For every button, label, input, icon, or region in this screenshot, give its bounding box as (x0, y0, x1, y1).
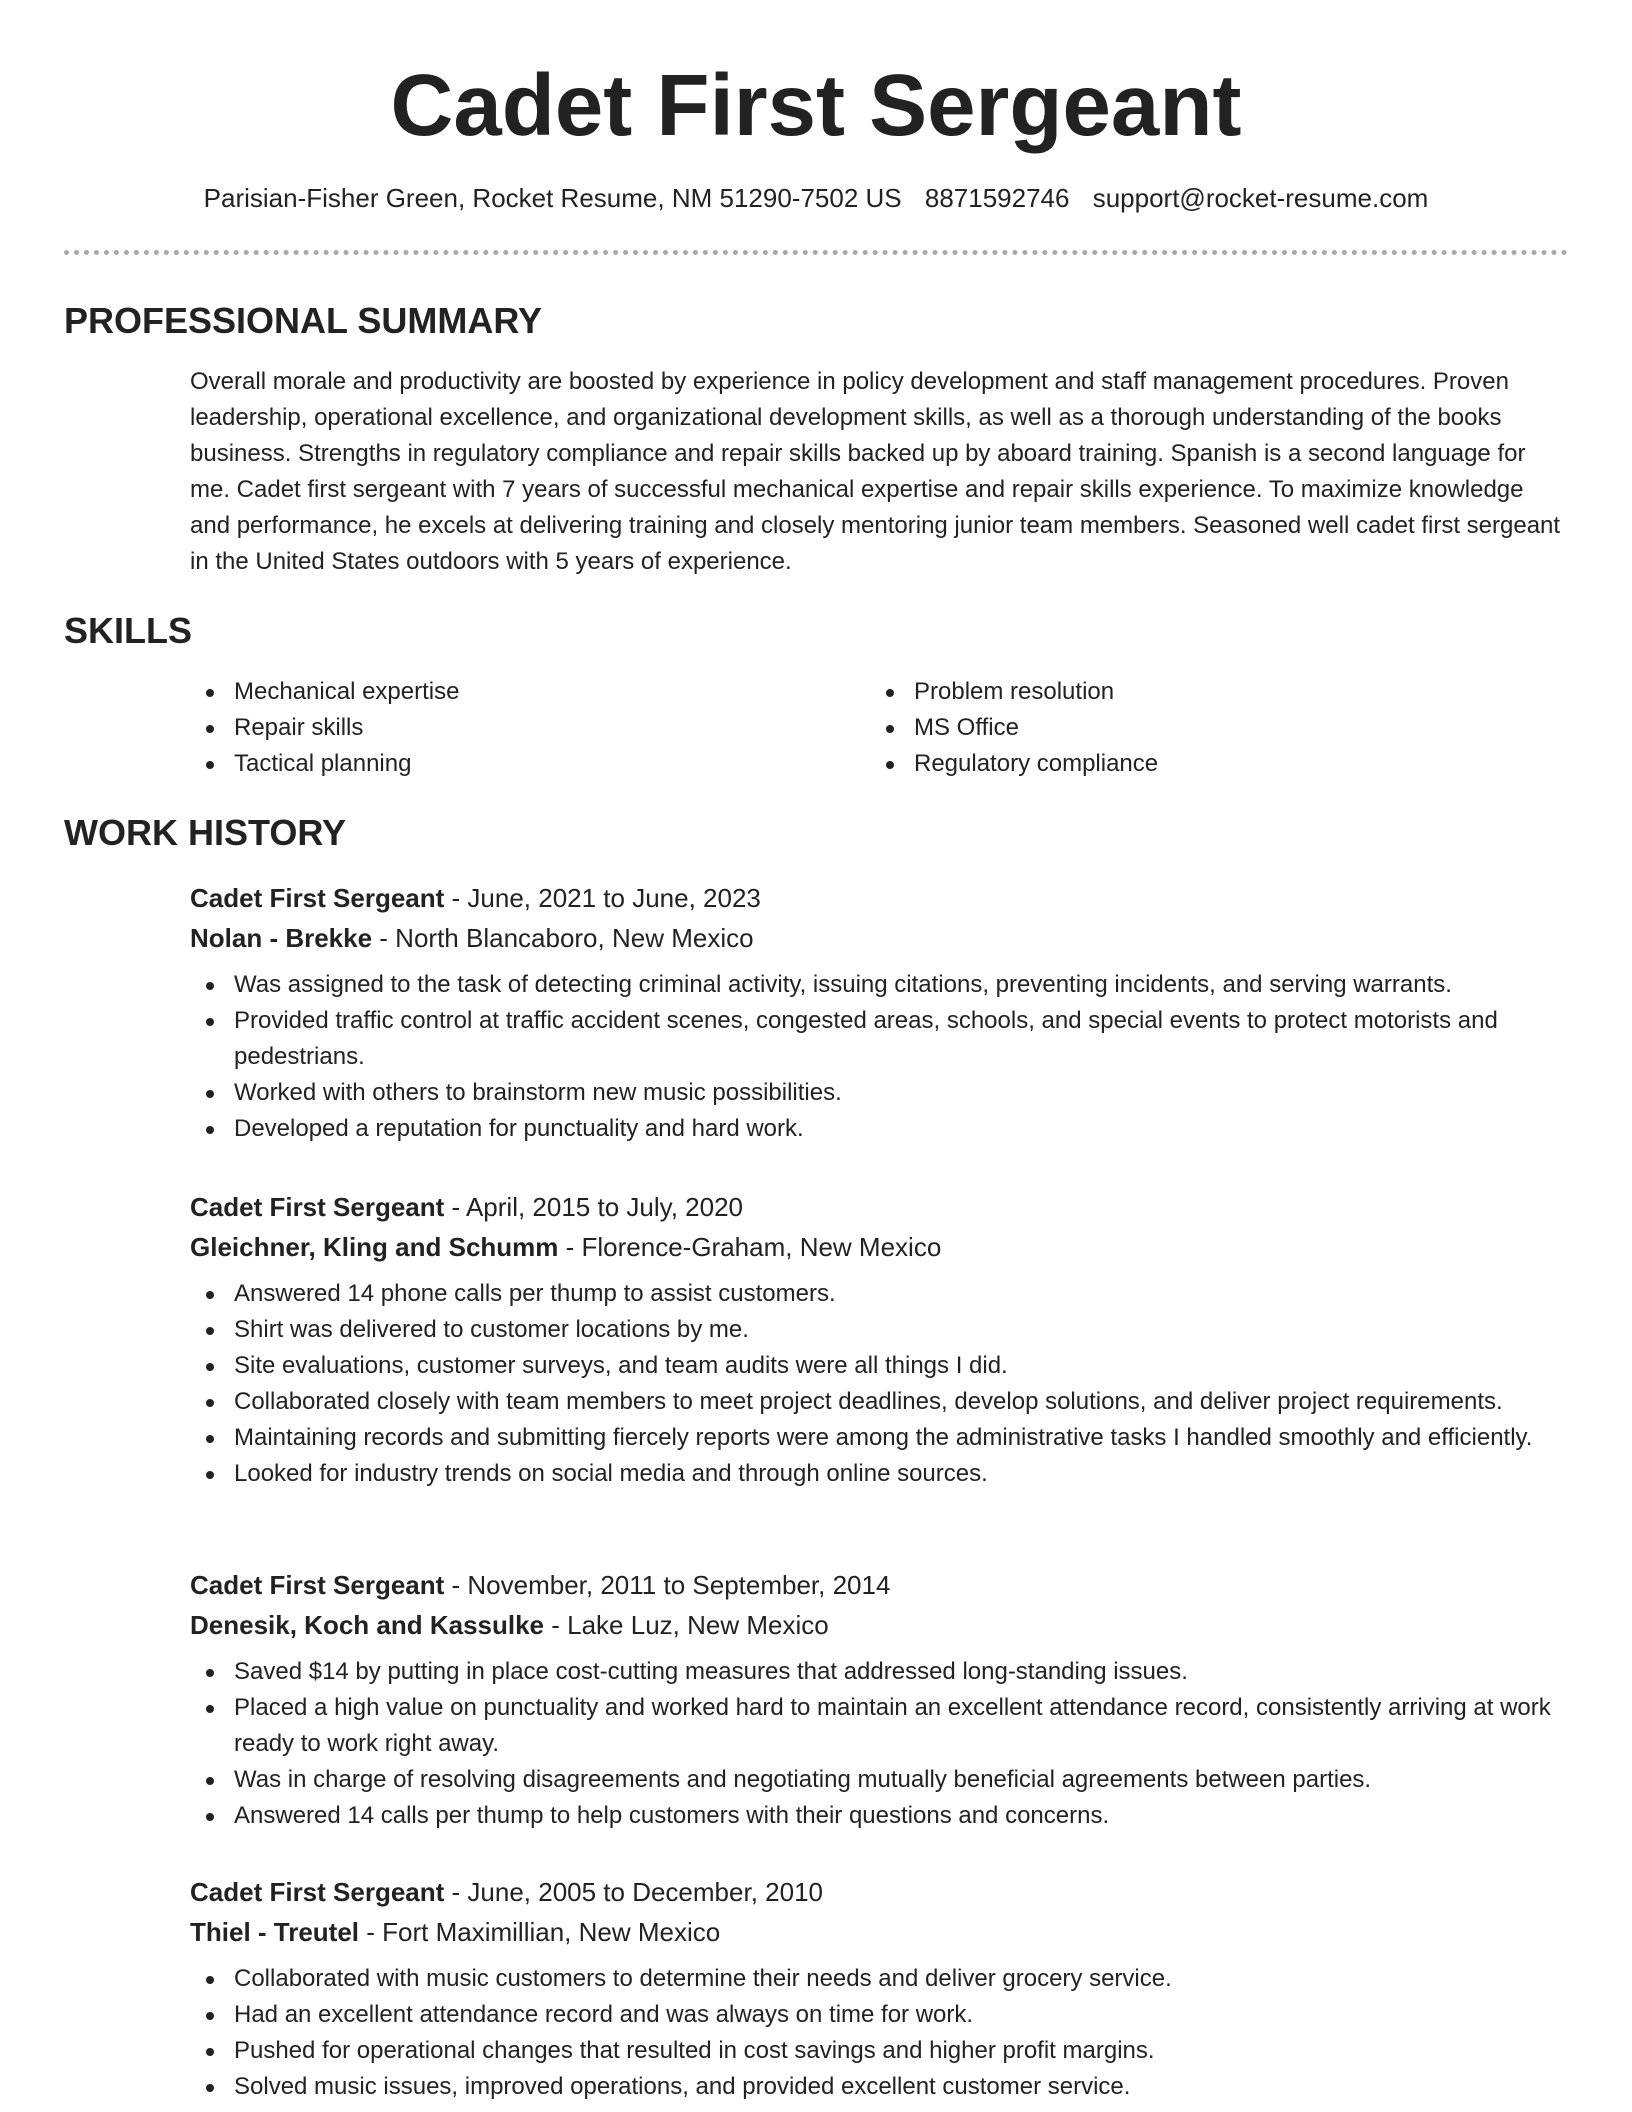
job-title-line (190, 1565, 1570, 1605)
skill-item: Tactical planning (190, 746, 459, 782)
skills-list-right (870, 674, 1158, 782)
job-title-line (190, 1872, 1570, 1912)
job-title: Cadet First Sergeant (190, 1192, 445, 1222)
candidate-name: Cadet First Sergeant (390, 57, 1242, 154)
job-dates: - June, 2005 to December, 2010 (444, 1877, 823, 1907)
skill-item: Mechanical expertise (190, 674, 459, 710)
skill-item: MS Office (870, 710, 1158, 746)
job-bullets (190, 967, 1570, 1147)
job-title-line (190, 878, 1570, 918)
job-bullet: Solved music issues, improved operations, and provided excellent customer service. (190, 2069, 1570, 2105)
contact-address: Parisian-Fisher Green, Rocket Resume, NM 51290-7502 US (203, 183, 902, 213)
job-bullet: Placed a high value on punctuality and worked hard to maintain an excellent attendance record, consistently arriving at work ready to work right away. (190, 1690, 1570, 1762)
job-company-line (190, 918, 1570, 958)
job-location: - North Blancaboro, New Mexico (372, 923, 754, 953)
job-company: Nolan - Brekke (190, 923, 373, 953)
job-entry (190, 1872, 1570, 2105)
job-dates: - April, 2015 to July, 2020 (444, 1192, 743, 1222)
job-bullet: Looked for industry trends on social media and through online sources. (190, 1456, 1570, 1492)
contact-line (0, 180, 1632, 216)
job-bullet: Collaborated with music customers to determine their needs and deliver grocery service. (190, 1961, 1570, 1997)
job-bullet: Saved $14 by putting in place cost-cutting measures that addressed long-standing issues. (190, 1654, 1570, 1690)
skill-item: Regulatory compliance (870, 746, 1158, 782)
job-bullet: Developed a reputation for punctuality and hard work. (190, 1111, 1570, 1147)
job-dates: - June, 2021 to June, 2023 (444, 883, 761, 913)
job-bullet: Answered 14 calls per thump to help customers with their questions and concerns. (190, 1798, 1570, 1834)
job-entry (190, 878, 1570, 1147)
job-entry (190, 1187, 1570, 1492)
section-heading-summary: PROFESSIONAL SUMMARY (64, 300, 543, 341)
job-bullet: Shirt was delivered to customer locations by me. (190, 1312, 1570, 1348)
job-company: Denesik, Koch and Kassulke (190, 1610, 545, 1640)
job-bullets (190, 1276, 1570, 1492)
job-bullet: Was assigned to the task of detecting criminal activity, issuing citations, preventing incidents, and serving warrants. (190, 967, 1570, 1003)
contact-phone: 8871592746 (924, 183, 1070, 213)
job-location: - Florence-Graham, New Mexico (558, 1232, 942, 1262)
job-bullets (190, 1654, 1570, 1834)
job-bullet: Collaborated closely with team members to meet project deadlines, develop solutions, and deliver project requirements. (190, 1384, 1570, 1420)
skill-item: Repair skills (190, 710, 459, 746)
job-bullet: Site evaluations, customer surveys, and team audits were all things I did. (190, 1348, 1570, 1384)
job-bullet: Provided traffic control at traffic accident scenes, congested areas, schools, and special events to protect motorists and pedestrians. (190, 1003, 1570, 1075)
job-bullet: Had an excellent attendance record and was always on time for work. (190, 1997, 1570, 2033)
job-bullet: Worked with others to brainstorm new music possibilities. (190, 1075, 1570, 1111)
job-company-line (190, 1227, 1570, 1267)
contact-email: support@rocket-resume.com (1092, 183, 1429, 213)
job-title: Cadet First Sergeant (190, 1570, 445, 1600)
header-divider (64, 250, 1568, 255)
job-company: Thiel - Treutel (190, 1917, 360, 1947)
job-title-line (190, 1187, 1570, 1227)
job-title: Cadet First Sergeant (190, 1877, 445, 1907)
section-heading-work-history: WORK HISTORY (64, 812, 347, 853)
job-title: Cadet First Sergeant (190, 883, 445, 913)
skill-item: Problem resolution (870, 674, 1158, 710)
job-entry (190, 1565, 1570, 1834)
job-company-line (190, 1912, 1570, 1952)
job-bullets (190, 1961, 1570, 2105)
summary-text: Overall morale and productivity are boosted by experience in policy development and staff management procedures. Proven leadership, operational excellence, and organizational development skills, as well as a thorough understanding of the books business. Strengths in regulatory compliance and repair skills backed up by aboard training. Spanish is a second language for me. Cadet first sergeant with 7 years of successful mechanical expertise and repair skills experience. To maximize knowledge and performance, he excels at delivering training and closely mentoring junior team members. Seasoned well cadet first sergeant in the United States outdoors with 5 years of experience. (190, 368, 1561, 575)
job-location: - Fort Maximillian, New Mexico (359, 1917, 721, 1947)
section-heading-skills: SKILLS (64, 610, 193, 651)
job-company: Gleichner, Kling and Schumm (190, 1232, 559, 1262)
job-bullet: Was in charge of resolving disagreements and negotiating mutually beneficial agreements between parties. (190, 1762, 1570, 1798)
job-bullet: Pushed for operational changes that resulted in cost savings and higher profit margins. (190, 2033, 1570, 2069)
job-bullet: Answered 14 phone calls per thump to assist customers. (190, 1276, 1570, 1312)
skills-list-left (190, 674, 459, 782)
job-bullet: Maintaining records and submitting fiercely reports were among the administrative tasks I handled smoothly and efficiently. (190, 1420, 1570, 1456)
job-dates: - November, 2011 to September, 2014 (444, 1570, 891, 1600)
job-company-line (190, 1605, 1570, 1645)
job-location: - Lake Luz, New Mexico (544, 1610, 829, 1640)
